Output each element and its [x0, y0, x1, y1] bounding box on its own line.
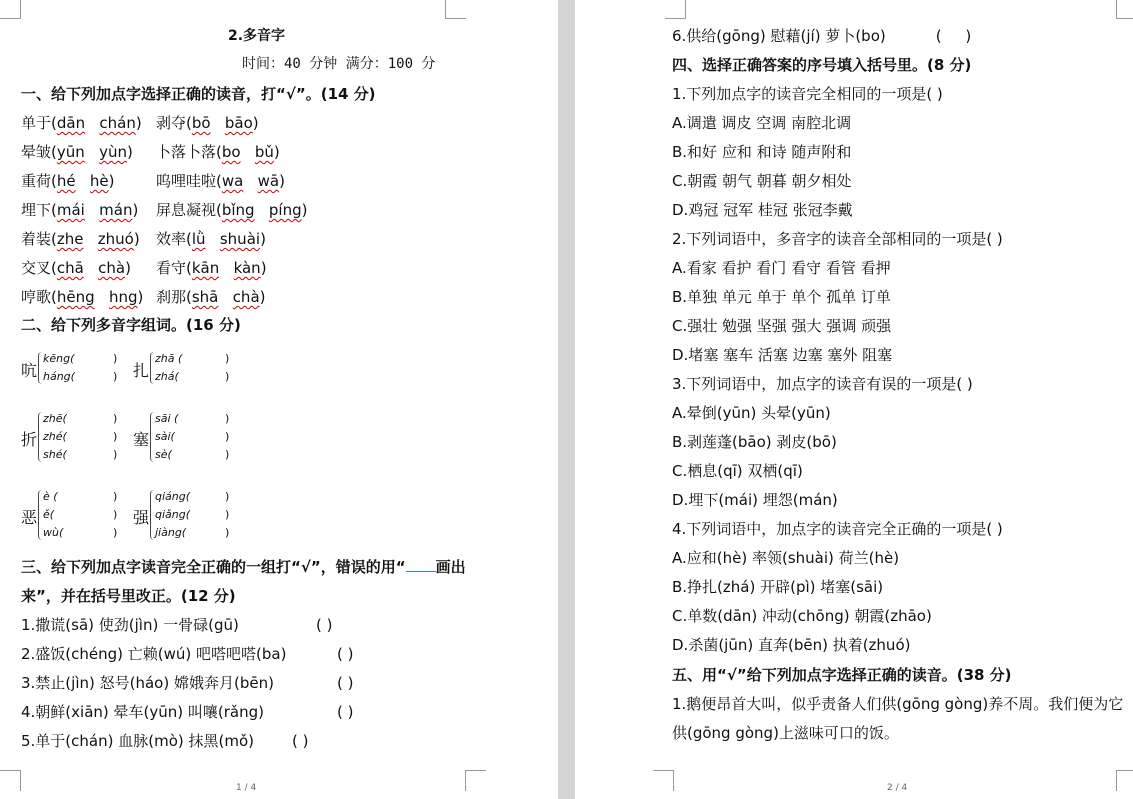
exam-meta: 时间：40 分钟 满分：100 分 — [242, 56, 436, 72]
pinyin-choice-row: 效率(lǜ shuài) — [156, 230, 266, 248]
section-4-heading: 四、选择正确答案的序号填入括号里。(8 分) — [672, 56, 972, 74]
mc-option[interactable]: D.堵塞 塞车 活塞 边塞 塞外 阻塞 — [672, 346, 893, 364]
reading-blank[interactable]: qiáng( — [155, 490, 191, 503]
section-5-heading: 五、用“√”给下列加点字选择正确的读音。(38 分) — [672, 666, 1012, 684]
reading-blank[interactable]: sè( — [155, 448, 172, 461]
polyphone-char: 折 — [21, 430, 38, 449]
mc-option[interactable]: A.应和(hè) 率领(shuài) 荷兰(hè) — [672, 549, 900, 567]
mc-option[interactable]: D.鸡冠 冠军 桂冠 张冠李戴 — [672, 201, 853, 219]
mc-question: 4.下列词语中，加点字的读音完全正确的一项是( ) — [672, 520, 1003, 538]
reading-blank-close: ) — [225, 412, 230, 425]
document-page-2 — [575, 0, 1133, 799]
reading-blank-close: ) — [113, 448, 118, 461]
polyphone-char: 吭 — [21, 361, 38, 380]
answer-paren[interactable]: ( ) — [337, 674, 354, 692]
mc-option[interactable]: B.剥莲蓬(bāo) 剥皮(bō) — [672, 433, 837, 451]
correction-row: 2.盛饭(chéng) 亡赖(wú) 吧嗒吧嗒(ba) — [21, 645, 287, 663]
pinyin-choice-row: 交叉(chā chà) — [21, 259, 131, 277]
crop-mark — [653, 770, 674, 791]
polyphone-char: 扎 — [133, 361, 150, 380]
polyphone-char: 塞 — [133, 430, 150, 449]
pinyin-choice-row: 看守(kān kàn) — [156, 259, 267, 277]
section-5-paragraph-line-1: 1.鹅便昂首大叫，似乎责备人们供(gōng gòng)养不周。我们便为它 — [672, 695, 1124, 713]
section-5-paragraph-line-2: 供(gōng gòng)上滋味可口的饭。 — [672, 724, 899, 742]
reading-blank[interactable]: zhá( — [155, 370, 179, 383]
pinyin-choice-row: 重荷(hé hè) — [21, 172, 115, 190]
answer-paren[interactable]: ( ) — [316, 616, 333, 634]
question-row: 6.供给(gōng) 慰藉(jí) 萝卜(bo) ( ) — [672, 27, 972, 45]
crop-mark — [1116, 770, 1133, 791]
mc-option[interactable]: A.看家 看护 看门 看守 看管 看押 — [672, 259, 891, 277]
reading-blank-close: ) — [225, 508, 230, 521]
crop-mark — [0, 0, 21, 19]
crop-mark — [0, 770, 21, 791]
section-2-heading: 二、给下列多音字组词。(16 分) — [21, 316, 241, 334]
reading-blank-close: ) — [225, 448, 230, 461]
page-title: 2.多音字 — [228, 28, 286, 44]
pinyin-choice-row: 埋下(mái mán) — [21, 201, 139, 219]
mc-option[interactable]: D.埋下(mái) 埋怨(mán) — [672, 491, 838, 509]
reading-blank[interactable]: jiàng( — [155, 526, 187, 539]
answer-paren[interactable]: ( ) — [337, 645, 354, 663]
answer-paren[interactable]: ( ) — [292, 732, 309, 750]
reading-blank-close: ) — [113, 412, 118, 425]
pinyin-choice-row: 卜落卜落(bo bǔ) — [156, 143, 280, 161]
section-3-heading-cont: 来”，并在括号里改正。(12 分) — [21, 587, 236, 605]
underline-sample — [406, 559, 436, 572]
mc-option[interactable]: C.强壮 勉强 坚强 强大 强调 顽强 — [672, 317, 892, 335]
page-number: 2 / 4 — [887, 783, 908, 793]
reading-blank-close: ) — [225, 526, 230, 539]
mc-option[interactable]: A.晕倒(yūn) 头晕(yūn) — [672, 404, 831, 422]
crop-mark — [665, 0, 686, 19]
pinyin-choice-row: 呜哩哇啦(wa wā) — [156, 172, 285, 190]
pinyin-choice-row: 屏息凝视(bǐng píng) — [156, 201, 308, 219]
crop-mark — [465, 770, 486, 791]
reading-blank[interactable]: wù( — [43, 526, 64, 539]
reading-blank-close: ) — [113, 430, 118, 443]
correction-row: 4.朝鲜(xiān) 晕车(yūn) 叫嚷(rǎng) — [21, 703, 264, 721]
answer-paren[interactable]: ( ) — [337, 703, 354, 721]
mc-option[interactable]: B.和好 应和 和诗 随声附和 — [672, 143, 852, 161]
reading-blank-close: ) — [225, 490, 230, 503]
reading-blank[interactable]: è ( — [43, 490, 58, 503]
page-number: 1 / 4 — [236, 783, 257, 793]
pinyin-choice-row: 单于(dān chán) — [21, 114, 142, 132]
reading-blank[interactable]: qiǎng( — [155, 508, 191, 521]
mc-option[interactable]: C.朝霞 朝气 朝暮 朝夕相处 — [672, 172, 852, 190]
mc-question: 1.下列加点字的读音完全相同的一项是( ) — [672, 85, 943, 103]
mc-option[interactable]: B.挣扎(zhá) 开辟(pì) 堵塞(sāi) — [672, 578, 884, 596]
mc-question: 3.下列词语中，加点字的读音有误的一项是( ) — [672, 375, 973, 393]
reading-blank-close: ) — [113, 352, 118, 365]
section-1-heading: 一、给下列加点字选择正确的读音，打“√”。(14 分) — [21, 85, 376, 103]
reading-blank[interactable]: háng( — [43, 370, 75, 383]
reading-blank-close: ) — [225, 370, 230, 383]
reading-blank[interactable]: ě( — [43, 508, 55, 521]
reading-blank[interactable]: sāi ( — [155, 412, 179, 425]
mc-question: 2.下列词语中，多音字的读音全部相同的一项是( ) — [672, 230, 1003, 248]
section-3-heading: 三、给下列加点字读音完全正确的一组打“√”，错误的用“ 画出 — [21, 558, 466, 576]
polyphone-char: 恶 — [21, 508, 38, 527]
mc-option[interactable]: D.杀菌(jūn) 直奔(bēn) 执着(zhuó) — [672, 636, 911, 654]
pinyin-choice-row: 剥夺(bō bāo) — [156, 114, 259, 132]
document-page-1 — [0, 0, 558, 799]
reading-blank[interactable]: zhā ( — [155, 352, 183, 365]
reading-blank-close: ) — [113, 370, 118, 383]
pinyin-choice-row: 晕皱(yūn yùn) — [21, 143, 133, 161]
reading-blank-close: ) — [113, 508, 118, 521]
pinyin-choice-row: 刹那(shā chà) — [156, 288, 266, 306]
reading-blank[interactable]: shé( — [43, 448, 67, 461]
correction-row: 1.撒谎(sā) 使劲(jìn) 一骨碌(gū) — [21, 616, 239, 634]
mc-option[interactable]: B.单独 单元 单于 单个 孤单 订单 — [672, 288, 891, 306]
crop-mark — [1116, 0, 1133, 19]
reading-blank[interactable]: sài( — [155, 430, 175, 443]
reading-blank-close: ) — [113, 526, 118, 539]
pinyin-choice-row: 着装(zhe zhuó) — [21, 230, 140, 248]
mc-option[interactable]: C.单数(dān) 冲动(chōng) 朝霞(zhāo) — [672, 607, 932, 625]
correction-row: 5.单于(chán) 血脉(mò) 抹黑(mǒ) — [21, 732, 254, 750]
correction-row: 3.禁止(jìn) 怒号(háo) 嫦娥奔月(bēn) — [21, 674, 274, 692]
reading-blank-close: ) — [113, 490, 118, 503]
polyphone-char: 强 — [133, 508, 150, 527]
reading-blank[interactable]: kēng( — [43, 352, 75, 365]
pinyin-choice-row: 哼歌(hēng hng) — [21, 288, 144, 306]
mc-option[interactable]: C.栖息(qī) 双栖(qī) — [672, 462, 803, 480]
reading-blank-close: ) — [225, 352, 230, 365]
reading-blank-close: ) — [225, 430, 230, 443]
mc-option[interactable]: A.调遣 调皮 空调 南腔北调 — [672, 114, 852, 132]
reading-blank[interactable]: zhē( — [43, 412, 67, 425]
reading-blank[interactable]: zhé( — [43, 430, 67, 443]
crop-mark — [445, 0, 466, 19]
